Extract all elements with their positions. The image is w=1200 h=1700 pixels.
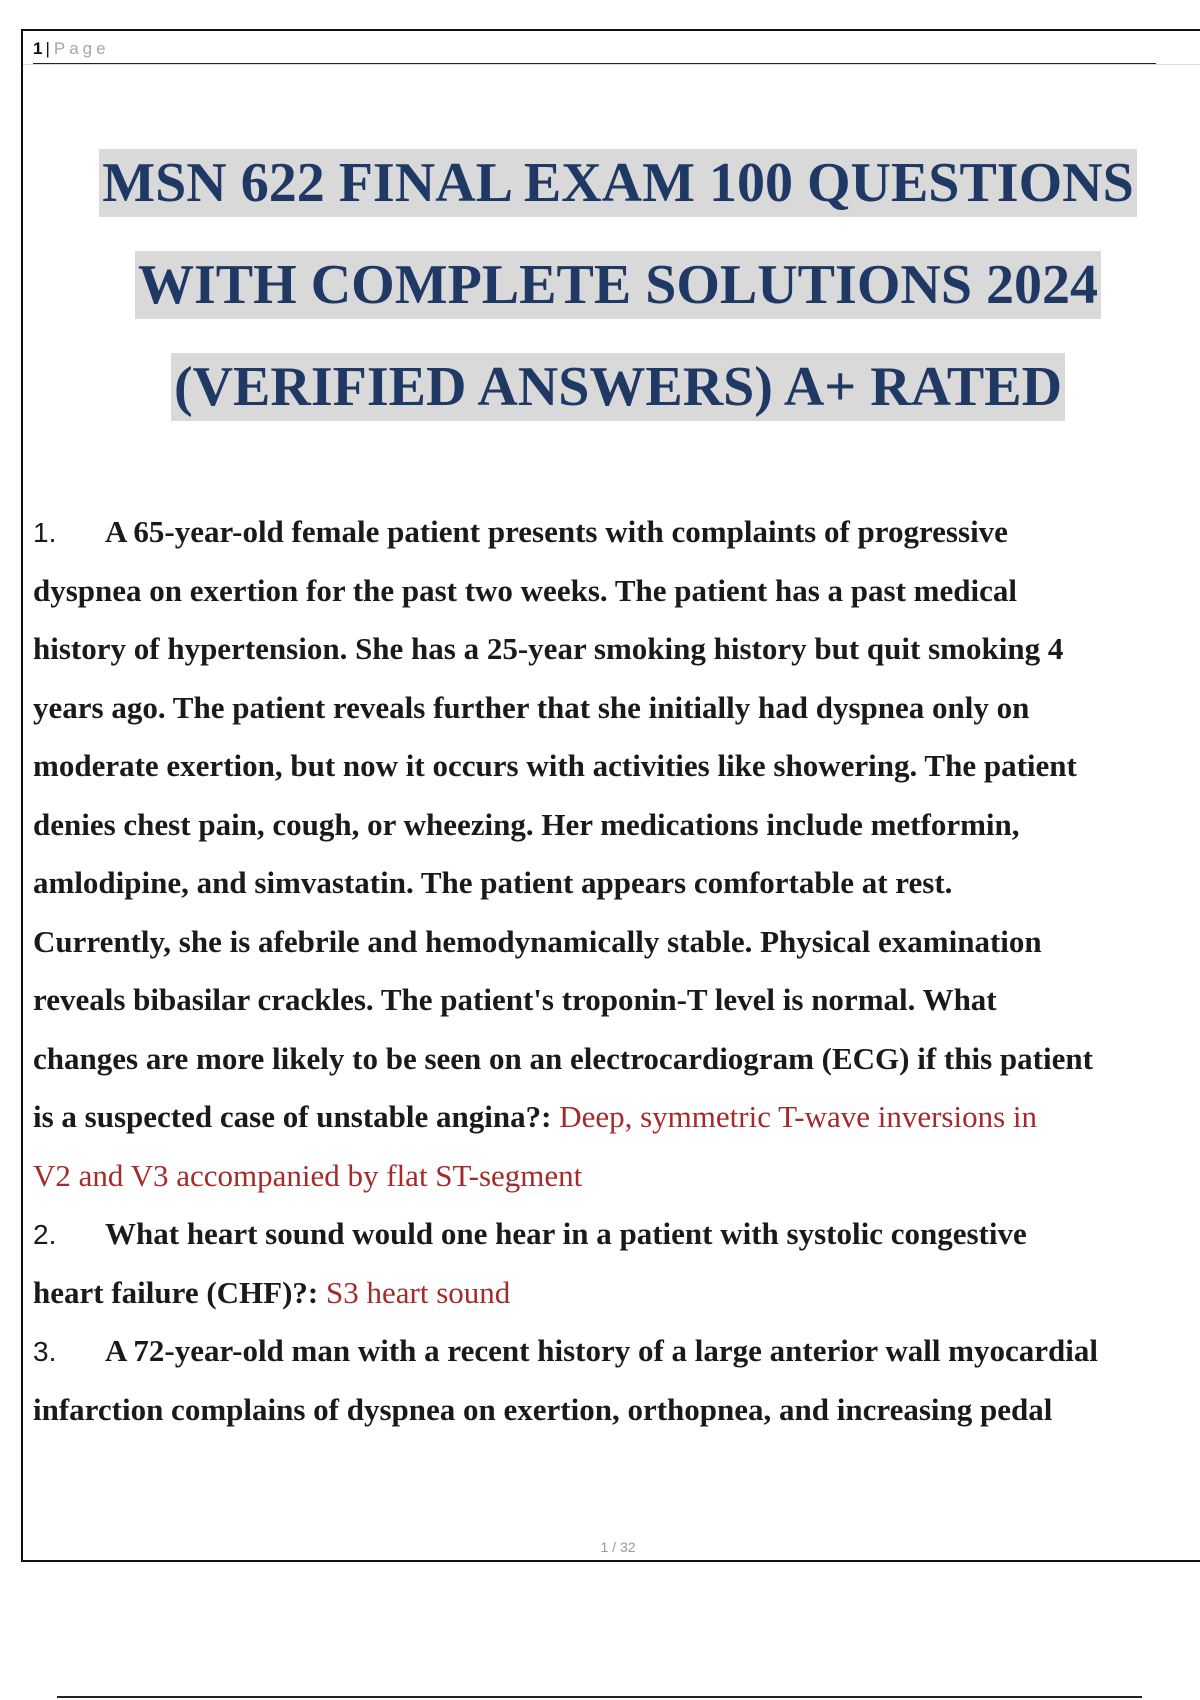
question-1-line: Currently, she is afebrile and hemodynamically stable. Physical examination	[33, 923, 1042, 959]
question-1-answer: Deep, symmetric T-wave inversions in	[559, 1099, 1038, 1134]
header-page-number: 1	[33, 39, 43, 58]
question-2-line	[33, 1264, 1200, 1323]
question-3-text: A 72-year-old man with a recent history of a large anterior wall myocardial	[105, 1333, 1098, 1368]
question-1-line: denies chest pain, cough, or wheezing. Her medications include metformin,	[33, 806, 1020, 842]
question-1-line: history of hypertension. She has a 25-year smoking history but quit smoking 4	[33, 631, 1064, 666]
question-2-answer: S3 heart sound	[326, 1274, 511, 1310]
question-list	[33, 503, 1200, 1439]
question-1-text: A 65-year-old female patient presents with complaints of progressive	[105, 514, 1008, 549]
title-line-3: (VERIFIED ANSWERS) A+ RATED	[171, 353, 1065, 421]
question-1-line: reveals bibasilar crackles. The patient's troponin-T level is normal. What	[33, 982, 997, 1017]
question-1-text: is a suspected case of unstable angina?:	[33, 1099, 560, 1134]
question-1-answer: V2 and V3 accompanied by flat ST-segment	[33, 1157, 583, 1193]
question-1-number: 1.	[33, 517, 57, 548]
question-1-line: years ago. The patient reveals further that she initially had dyspnea only on	[33, 689, 1030, 725]
question-3-number: 3.	[33, 1336, 57, 1367]
document-title	[23, 149, 1200, 455]
document-page	[21, 29, 1200, 1562]
question-2-line	[33, 1205, 1200, 1264]
question-2-number: 2.	[33, 1219, 57, 1250]
question-1-line	[33, 503, 1200, 562]
question-3-line: infarction complains of dyspnea on exertion, orthopnea, and increasing pedal	[33, 1391, 1053, 1427]
page-count-indicator: 1 / 32	[600, 1539, 636, 1555]
question-1-line: amlodipine, and simvastatin. The patient appears comfortable at rest.	[33, 865, 953, 900]
title-line-1: MSN 622 FINAL EXAM 100 QUESTIONS	[99, 149, 1136, 217]
question-2-text: What heart sound would one hear in a patient with systolic congestive	[105, 1216, 1027, 1251]
page-header	[33, 35, 1156, 64]
header-page-word: Page	[53, 39, 110, 58]
header-separator: |	[45, 39, 50, 58]
header-divider	[23, 64, 1200, 65]
question-1-line: changes are more likely to be seen on an electrocardiogram (ECG) if this patient	[33, 1040, 1093, 1076]
question-1-line	[33, 1088, 1200, 1147]
question-1-line: moderate exertion, but now it occurs with activities like showering. The patient	[33, 748, 1077, 783]
question-3-line	[33, 1322, 1200, 1381]
title-line-2: WITH COMPLETE SOLUTIONS 2024	[135, 251, 1101, 319]
next-page-rule	[57, 1696, 1142, 1698]
question-1-line: dyspnea on exertion for the past two weeks. The patient has a past medical	[33, 572, 1017, 608]
question-2-text: heart failure (CHF)?:	[33, 1274, 326, 1310]
